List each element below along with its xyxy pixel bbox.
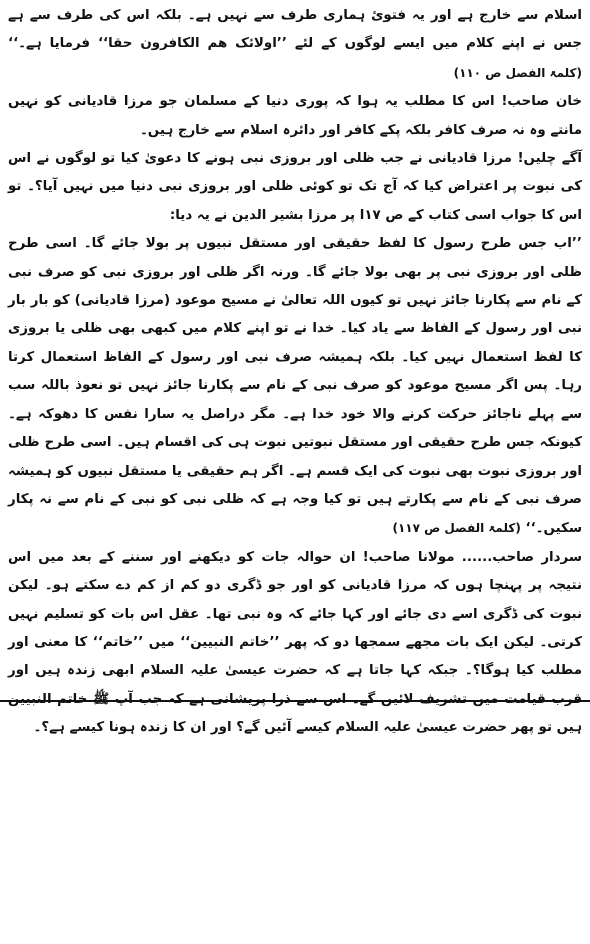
paragraph-3 bbox=[8, 145, 582, 230]
paragraph-5 bbox=[8, 544, 582, 743]
paragraph-5-text: سردار صاحب...... مولانا صاحب! ان حوالہ جات کو دیکھنے اور سننے کے بعد میں اس نتیجہ پر پہنچا ہوں کہ مرزا قادیانی کو اور جو ڈگری دو کم از کم دے سکتے ہو۔ لیکن نبوت کی ڈگری اسے دی جائے اور کہا جائے کہ وہ نبی تھا۔ عقل اس بات کو تسلیم نہیں کرتی۔ لیکن ایک بات مجھے سمجھا دو کہ پھر ’’خاتم النبیین‘‘ میں ’’خاتم‘‘ کا معنی اور مطلب کیا ہوگا؟۔ جبکہ کہا جاتا ہے کہ حضرت عیسیٰ علیہ السلام ابھی زندہ ہیں اور قرب قیامت میں تشریف لائیں گے۔ اس سے ذرا پریشانی ہے کہ جب آپ ﷺ خاتم النبیین ہیں تو پھر حضرت عیسیٰ علیہ السلام کیسے آئیں گے؟ اور ان کا زندہ ہونا کیسے ہے؟۔ bbox=[8, 549, 582, 736]
bottom-divider bbox=[0, 700, 590, 702]
paragraph-4-quote bbox=[8, 230, 582, 543]
paragraph-3-text: آگے چلیں! مرزا قادیانی نے جب ظلی اور بروزی نبی ہونے کا دعویٰ کیا تو لوگوں نے اس کی نبوت پر اعتراض کیا کہ آج تک تو کوئی ظلی اور بروزی نبی دنیا میں نہیں آیا؟۔ تو اس کا جواب اسی کتاب کے ص ۱۷ا پر مرزا بشیر الدین نے یہ دیا: bbox=[8, 151, 582, 223]
paragraph-4-text: ’’اب جس طرح رسول کا لفظ حقیقی اور مستقل نبیوں پر بولا جائے گا۔ اسی طرح ظلی اور بروزی نبی پر بھی بولا جائے گا۔ ورنہ اگر ظلی اور بروزی نبی کو صرف نبی کے نام سے پکارنا جائز نہیں تو کیوں اللہ تعالیٰ نے مسیح موعود (مرزا قادیانی) کو بار بار نبی اور رسول کے الفاظ سے یاد کیا۔ خدا نے تو اپنے کلام میں کبھی بھی ظلی یا بروزی کا لفظ استعمال نہیں کیا۔ بلکہ ہمیشہ صرف نبی اور رسول کے الفاظ استعمال کرتا رہا۔ پس اگر مسیح موعود کو صرف نبی کے نام سے پکارنا جائز نہیں تو نعوذ باللہ سب سے پہلے ناجائز حرکت کرنے والا خود خدا ہے۔ مگر دراصل یہ سارا نفس کا دھوکہ ہے۔ کیونکہ جس طرح حقیقی اور مستقل نبوتیں نبوت ہی کی اقسام ہیں۔ اسی طرح ظلی اور بروزی نبوت بھی نبوت کی ایک قسم ہے۔ اگر ہم حقیقی یا مستقل نبیوں کو ہمیشہ صرف نبی کے نام سے پکارتے ہیں تو کیا وجہ ہے کہ ظلی نبی کو نبی کے نام سے نہ پکار سکیں۔‘‘ bbox=[8, 236, 582, 537]
paragraph-1-text: اسلام سے خارج ہے اور یہ فتوئ ہماری طرف سے نہیں ہے۔ بلکہ اس کی طرف سے ہے جس نے اپنے کلام میں ایسے لوگوں کے لئے ’’اولائک ھم الکافرون حقا‘‘ فرمایا ہے۔‘‘ bbox=[8, 8, 582, 52]
citation-kalimat-ul-fasl-110: (کلمۃ الفصل ص ۱۱۰) bbox=[453, 65, 582, 80]
paragraph-2 bbox=[8, 88, 582, 145]
paragraph-2-text: خان صاحب! اس کا مطلب یہ ہوا کہ پوری دنیا کے مسلمان جو مرزا قادیانی کو نہیں مانتے وہ نہ صرف کافر بلکہ پکے کافر اور دائرہ اسلام سے خارج ہیں۔ bbox=[8, 94, 582, 138]
urdu-text-block bbox=[8, 2, 582, 743]
citation-kalimat-ul-fasl-117: (کلمۃ الفصل ص ۱۱۷) bbox=[392, 521, 521, 536]
paragraph-1 bbox=[8, 2, 582, 88]
